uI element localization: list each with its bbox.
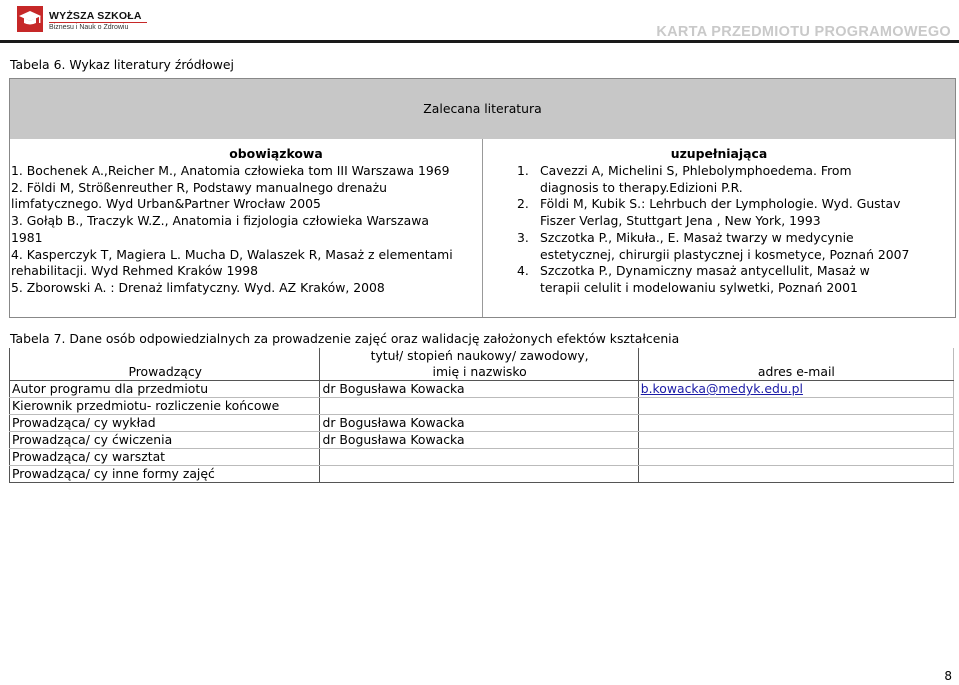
cell-email — [638, 415, 953, 432]
cell-email — [638, 432, 953, 449]
list-item: 3. Gołąb B., Traczyk W.Z., Anatomia i fizjologia człowieka Warszawa — [11, 213, 429, 229]
list-text: Fiszer Verlag, Stuttgart Jena , New York, 1993 — [540, 213, 821, 229]
required-literature-column — [11, 146, 481, 297]
table6-caption: Tabela 6. Wykaz literatury źródłowej — [10, 57, 234, 72]
cell-role: Prowadząca/ cy ćwiczenia — [10, 432, 320, 449]
list-item: 4. Kasperczyk T, Magiera L. Mucha D, Walaszek R, Masaż z elementami — [11, 246, 453, 262]
cell-name — [320, 466, 638, 483]
email-link[interactable]: b.kowacka@medyk.edu.pl — [640, 381, 803, 396]
table-row — [10, 415, 954, 432]
list-text: Földi M, Kubik S.: Lehrbuch der Lymphologie. Wyd. Gustav — [540, 196, 901, 212]
list-number: 4. — [517, 263, 529, 279]
page-header — [0, 0, 959, 44]
logo-text-sub: Biznesu i Nauk o Zdrowiu — [49, 24, 129, 31]
graduation-cap-icon — [16, 5, 44, 33]
table-row — [10, 466, 954, 483]
logo-divider — [49, 22, 147, 23]
list-item: 1. Bochenek A.,Reicher M., Anatomia człowieka tom III Warszawa 1969 — [11, 163, 450, 178]
list-number: 2. — [517, 196, 529, 212]
table-row — [10, 381, 954, 398]
column-divider — [482, 139, 483, 317]
list-text: Cavezzi A, Michelini S, Phlebolymphoedema. From — [540, 163, 852, 178]
literature-heading: Zalecana literatura — [423, 101, 542, 116]
logo-text-main: WYŻSZA SZKOŁA — [49, 10, 142, 22]
list-item — [484, 263, 954, 280]
table-row — [10, 398, 954, 415]
list-text: terapii celulit i modelowaniu sylwetki, Poznań 2001 — [540, 279, 858, 295]
list-item: 1981 — [11, 229, 43, 245]
column-header-title — [320, 348, 638, 381]
cell-email — [638, 466, 953, 483]
cell-name: dr Bogusława Kowacka — [320, 432, 638, 449]
document-title: KARTA PRZEDMIOTU PROGRAMOWEGO — [656, 24, 951, 40]
column-header-email: adres e-mail — [638, 348, 953, 381]
school-logo — [16, 5, 140, 37]
required-literature-list — [11, 163, 481, 297]
list-item — [484, 280, 954, 297]
cell-name: dr Bogusława Kowacka — [320, 415, 638, 432]
table-row — [10, 449, 954, 466]
list-text: Szczotka P., Dynamiczny masaż antycellulit, Masaż w — [540, 263, 870, 279]
list-item — [484, 230, 954, 247]
required-literature-title: obowiązkowa — [229, 146, 323, 161]
cell-role: Prowadząca/ cy warsztat — [10, 449, 320, 466]
list-text: estetycznej, chirurgii plastycznej i kosmetyce, Poznań 2007 — [540, 246, 910, 262]
table-header-row — [10, 348, 954, 381]
list-item — [484, 163, 954, 180]
list-item: rehabilitacji. Wyd Rehmed Kraków 1998 — [11, 263, 259, 279]
header-divider — [0, 40, 959, 43]
supplementary-literature-list — [484, 163, 954, 297]
staff-table — [9, 348, 954, 483]
list-item — [484, 196, 954, 213]
supplementary-literature-title: uzupełniająca — [670, 146, 768, 161]
literature-header — [10, 79, 955, 139]
cell-role: Kierownik przedmiotu- rozliczenie końcowe — [10, 398, 320, 415]
cell-role: Autor programu dla przedmiotu — [10, 381, 320, 398]
column-header-role: Prowadzący — [10, 348, 320, 381]
cell-email — [638, 398, 953, 415]
list-number: 1. — [517, 163, 529, 178]
literature-table — [9, 78, 956, 318]
cell-email — [638, 449, 953, 466]
column-header-title-line1: tytuł/ stopień naukowy/ zawodowy, — [370, 348, 589, 363]
supplementary-literature-column — [484, 146, 954, 297]
list-text: diagnosis to therapy.Edizioni P.R. — [540, 179, 743, 195]
list-item: 2. Földi M, Strößenreuther R, Podstawy manualnego drenażu — [11, 179, 388, 195]
cell-role: Prowadząca/ cy inne formy zajęć — [10, 466, 320, 483]
column-header-title-line2: imię i nazwisko — [432, 364, 527, 379]
cell-name: dr Bogusława Kowacka — [320, 381, 638, 398]
page-number: 8 — [944, 669, 952, 683]
list-item: limfatycznego. Wyd Urban&Partner Wrocław 2005 — [11, 196, 321, 212]
cell-email — [638, 381, 953, 398]
list-item — [484, 213, 954, 230]
list-number: 3. — [517, 229, 529, 245]
table7-caption: Tabela 7. Dane osób odpowiedzialnych za prowadzenie zajęć oraz walidację założonych efektów kształcenia — [10, 331, 680, 346]
list-text: Szczotka P., Mikuła., E. Masaż twarzy w medycynie — [540, 229, 854, 245]
cell-role: Prowadząca/ cy wykład — [10, 415, 320, 432]
list-item — [484, 247, 954, 264]
list-item — [484, 180, 954, 197]
table-row — [10, 432, 954, 449]
cell-name — [320, 449, 638, 466]
cell-name — [320, 398, 638, 415]
list-item: 5. Zborowski A. : Drenaż limfatyczny. Wyd. AZ Kraków, 2008 — [11, 279, 385, 295]
